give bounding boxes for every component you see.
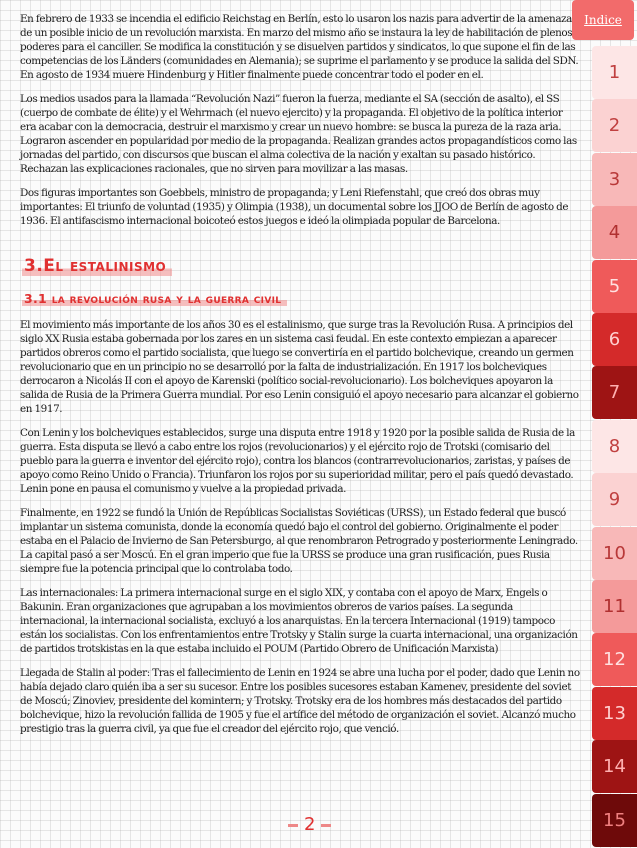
paragraph-stalin-poder: Llegada de Stalin al poder: Tras el fallecimiento de Lenin en 1924 se abre una lucha por el poder, dado que Lenin no había dejado claro quién iba a ser su sucesor. Entre los posibles sucesores estaban Kamenev, presidente del soviet de Moscú; Zinoviev, presidente del komintern; y Trotsky. Trotsky era de los hombres más destacados del partido bolchevique, hizo la revolución fallida de 1905 y fue el artífice del método de organización el soviet. Alcanzó mucho prestigio tras la guerra civil, ya que fue el creador del ejército rojo, que venció. — [20, 667, 580, 735]
paragraph-urss: Finalmente, en 1922 se fundó la Unión de Repúblicas Socialistas Soviéticas (URSS), un Estado federal que buscó implantar un sistema comunista, donde la economía quedó bajo el control del gobierno. Originalmente el poder estaba en el Palacio de Invierno de San Petersburgo, al que renombraron Petrogrado y posteriormente Leningrado. La capital pasó a ser Moscú. En el gran imperio que fue la URSS se produce una gran rusificación, pues Rusia siempre fue la potencia principal que lo controlaba todo. — [20, 507, 578, 575]
section-tab-3[interactable]: 3 — [592, 153, 637, 206]
page-number-text: 2 — [304, 814, 316, 835]
tab-strip — [584, 0, 637, 848]
section-tab-10[interactable]: 10 — [592, 527, 637, 580]
section-heading: 3.El estalinismo — [22, 256, 172, 276]
subsection-heading: 3.1 la revolución rusa y la guerra civil — [22, 291, 287, 306]
paragraph-figuras: Dos figuras importantes son Goebbels, ministro de propaganda; y Leni Riefenstahl, que creó dos obras muy importantes: El triunfo de voluntad (1935) y Olimpia (1938), un documental sobre los JJOO de Berlín de agosto de 1936. El antifascismo internacional boicoteó estos juegos e ideó la olimpiada popular de Barcelona. — [20, 187, 569, 227]
section-tab-12[interactable]: 12 — [592, 633, 637, 686]
paragraph-reichstag: En febrero de 1933 se incendia el edificio Reichstag en Berlín, esto lo usaron los nazis para advertir de la amenaza de un posible inicio de un revolución marxista. En marzo del mismo año se instaura la ley de habilitación de plenos poderes para el canciller. Se modifica la constitución y se disuelven partidos y sindicatos, lo que supone el fin de las competencias de los Länders (comunidades en Alemania); se suprime el parlamento y se produce la salida del SDN. En agosto de 1934 muere Hindenburg y Hitler finalmente puede concentrar todo el poder en el. — [20, 13, 579, 81]
section-tab-6[interactable]: 6 — [592, 313, 637, 366]
section-tab-7[interactable]: 7 — [592, 366, 637, 419]
section-tab-5[interactable]: 5 — [592, 260, 637, 313]
section-tab-2[interactable]: 2 — [592, 99, 637, 152]
section-tab-11[interactable]: 11 — [592, 580, 637, 633]
paragraph-revolucion-nazi: Los medios usados para la llamada “Revolución Nazi” fueron la fuerza, mediante el SA (sección de asalto), el SS (cuerpo de combate de élite) y el Wehrmach (el nuevo ejercito) y la propaganda. El objetivo de la política interior era acabar con la democracia, destruir el marxismo y crear un nuevo hombre: se busca la pureza de la raza aria. Lograron ascender en popularidad por medio de la propaganda. Realizan grandes actos propagandísticos como las jornadas del partido, con discursos que buscan el alma colectiva de la nación y exaltan su pasado histórico. Rechazan las explicaciones racionales, que no sirven para movilizar a las masas. — [20, 93, 577, 175]
section-tab-15[interactable]: 15 — [592, 794, 637, 847]
page-number — [282, 814, 337, 835]
section-tab-1[interactable]: 1 — [592, 46, 637, 99]
section-tab-4[interactable]: 4 — [592, 206, 637, 259]
paragraph-guerra-civil: Con Lenin y los bolcheviques establecidos, surge una disputa entre 1918 y 1920 por la posible salida de Rusia de la guerra. Esta disputa se llevó a cabo entre los rojos (revolucionarios) y el ejército rojo de Trotski (comisario del pueblo para la guerra e inventor del ejército rojo), contra los blancos (contrarrevolucionarios, zaristas, y países de apoyo como Reino Unido o Francia). Triunfaron los rojos por su superioridad militar, pero el país quedó devastado. Lenin pone en pausa el comunismo y vuelve a la propiedad privada. — [20, 427, 575, 495]
page-content — [20, 12, 580, 746]
section-tab-8[interactable]: 8 — [592, 420, 637, 473]
section-tab-14[interactable]: 14 — [592, 740, 637, 793]
paragraph-estalinismo: El movimiento más importante de los años 30 es el estalinismo, que surge tras la Revolución Rusa. A principios del siglo XX Rusia estaba gobernada por los zares en un sistema casi feudal. En este contexto empiezan a aparecer partidos obreros como el partido socialista, que luego se convertiría en el partido bolchevique, creando un germen revolucionario que en un principio no se desarrolló por la falta de industrialización. En 1917 los bolcheviques derrocaron a Nicolás II con el apoyo de Karenski (político social-revolucionario). Los bolcheviques apoyaron la salida de Rusia de la Primera Guerra mundial. Por eso Lenin consiguió el apoyo necesario para alcanzar el gobierno en 1917. — [20, 319, 579, 415]
section-tab-9[interactable]: 9 — [592, 473, 637, 526]
paragraph-internacionales: Las internacionales: La primera internacional surge en el siglo XIX, y contaba con el apoyo de Marx, Engels o Bakunin. Eran organizaciones que agrupaban a los movimientos obreros de varios países. La segunda internacional, la internacional socialista, excluyó a los anarquistas. En la tercera Internacional (1919) tampoco están los socialistas. Con los enfrentamientos entre Trotsky y Stalin surge la cuarta internacional, una organización de partidos trotskistas en la que estaba incluido el POUM (Partido Obrero de Unificación Marxista) — [20, 587, 578, 655]
section-tab-13[interactable]: 13 — [592, 687, 637, 740]
index-tab[interactable]: Indice — [572, 0, 634, 40]
